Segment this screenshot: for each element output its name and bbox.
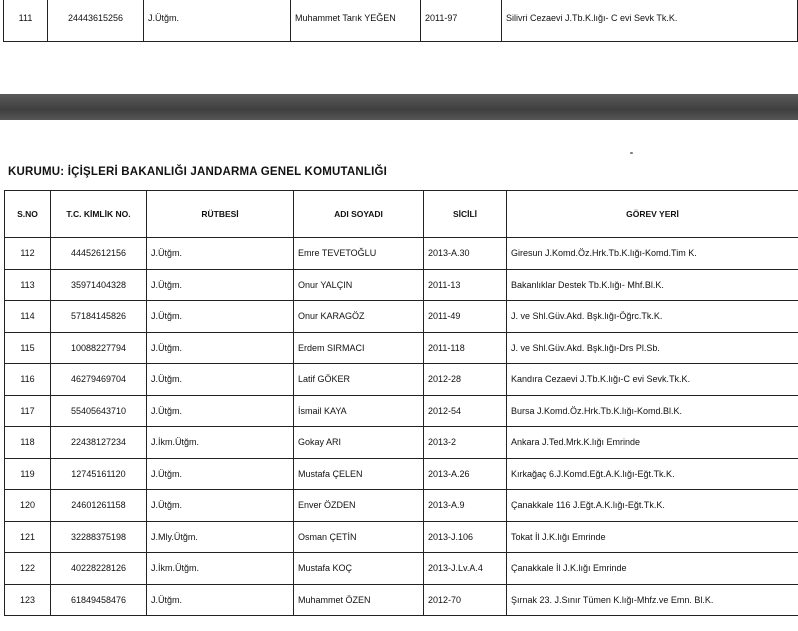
cell-duty: J. ve Shl.Güv.Akd. Bşk.lığı-Öğrc.Tk.K. (507, 301, 798, 333)
cell-rank: J.Ütğm. (147, 332, 294, 364)
cell-registry: 2013-A.9 (424, 490, 507, 522)
table-row (5, 490, 798, 522)
cell-duty: J. ve Shl.Güv.Akd. Bşk.lığı-Drs Pl.Sb. (507, 332, 798, 364)
cell-no: 117 (5, 395, 51, 427)
cell-rank: J.Ütğm. (147, 238, 294, 270)
cell-tc: 22438127234 (51, 427, 147, 459)
cell-duty: Giresun J.Komd.Öz.Hrk.Tb.K.lığı-Komd.Tim K. (507, 238, 798, 270)
cell-no: 122 (5, 553, 51, 585)
cell-rank: J.Mly.Ütğm. (147, 521, 294, 553)
cell-registry: 2013-J.Lv.A.4 (424, 553, 507, 585)
table-row (4, 0, 798, 42)
header-rank: RÜTBESİ (147, 191, 294, 238)
institution-heading (8, 166, 387, 178)
cell-rank: J.Ütğm. (147, 490, 294, 522)
cell-name: Enver ÖZDEN (294, 490, 424, 522)
table-row (5, 584, 798, 616)
cell-no: 114 (5, 301, 51, 333)
cell-no: 123 (5, 584, 51, 616)
cell-tc: 40228228126 (51, 553, 147, 585)
header-name: ADI SOYADI (294, 191, 424, 238)
table-row (5, 269, 798, 301)
header-tc: T.C. KİMLİK NO. (51, 191, 147, 238)
personnel-table (4, 190, 798, 616)
cell-tc: 46279469704 (51, 364, 147, 396)
cell-name: Mustafa KOÇ (294, 553, 424, 585)
cell-registry: 2012-70 (424, 584, 507, 616)
cell-registry: 2011-118 (424, 332, 507, 364)
header-no: S.NO (5, 191, 51, 238)
header-duty: GÖREV YERİ (507, 191, 798, 238)
cell-tc: 32288375198 (51, 521, 147, 553)
table-row (5, 395, 798, 427)
cell-registry: 2013-A.30 (424, 238, 507, 270)
cell-duty: Bakanlıklar Destek Tb.K.lığı- Mhf.Bl.K. (507, 269, 798, 301)
cell-tc: 44452612156 (51, 238, 147, 270)
table-row (5, 553, 798, 585)
cell-duty: Çanakkale 116 J.Eğt.A.K.lığı-Eğt.Tk.K. (507, 490, 798, 522)
cell-duty: Tokat İl J.K.lığı Emrinde (507, 521, 798, 553)
cell-registry: 2011-13 (424, 269, 507, 301)
cell-no: 113 (5, 269, 51, 301)
cell-no: 116 (5, 364, 51, 396)
cell-name: İsmail KAYA (294, 395, 424, 427)
table-row (5, 458, 798, 490)
table-row (5, 332, 798, 364)
cell-name: Muhammet ÖZEN (294, 584, 424, 616)
institution-name: İÇİŞLERİ BAKANLIĞI JANDARMA GENEL KOMUTANLIĞI (67, 166, 388, 178)
cell-registry: 2011-97 (421, 0, 502, 42)
cell-tc: 12745161120 (51, 458, 147, 490)
cell-no: 118 (5, 427, 51, 459)
cell-name: Mustafa ÇELEN (294, 458, 424, 490)
cell-tc: 24601261158 (51, 490, 147, 522)
cell-tc: 61849458476 (51, 584, 147, 616)
cell-duty: Çanakkale İl J.K.lığı Emrinde (507, 553, 798, 585)
cell-no: 119 (5, 458, 51, 490)
cell-duty: Bursa J.Komd.Öz.Hrk.Tb.K.lığı-Komd.Bl.K. (507, 395, 798, 427)
cell-no: 120 (5, 490, 51, 522)
cell-rank: J.İkm.Ütğm. (147, 553, 294, 585)
institution-label: KURUMU: (8, 166, 65, 178)
cell-tc: 10088227794 (51, 332, 147, 364)
cell-tc: 55405643710 (51, 395, 147, 427)
page-separator (0, 94, 798, 120)
cell-no: 115 (5, 332, 51, 364)
cell-rank: J.Ütğm. (147, 364, 294, 396)
cell-duty: Kırkağaç 6.J.Komd.Eğt.A.K.lığı-Eğt.Tk.K. (507, 458, 798, 490)
cell-rank: J.Ütğm. (144, 0, 291, 42)
cell-name: Onur YALÇIN (294, 269, 424, 301)
table-row (5, 364, 798, 396)
cell-duty: Şırnak 23. J.Sınır Tümen K.lığı-Mhfz.ve Emn. Bl.K. (507, 584, 798, 616)
cell-tc: 24443615256 (48, 0, 144, 42)
cell-no: 121 (5, 521, 51, 553)
cell-duty: Silivri Cezaevi J.Tb.K.lığı- C evi Sevk Tk.K. (502, 0, 798, 42)
cell-tc: 35971404328 (51, 269, 147, 301)
cell-rank: J.Ütğm. (147, 301, 294, 333)
cell-name: Emre TEVETOĞLU (294, 238, 424, 270)
cell-registry: 2012-54 (424, 395, 507, 427)
cell-tc: 57184145826 (51, 301, 147, 333)
cell-duty: Ankara J.Ted.Mrk.K.lığı Emrinde (507, 427, 798, 459)
cell-no: 111 (4, 0, 48, 42)
cell-name: Erdem SIRMACI (294, 332, 424, 364)
table-header-row (5, 191, 798, 238)
cell-name: Onur KARAGÖZ (294, 301, 424, 333)
cell-rank: J.İkm.Ütğm. (147, 427, 294, 459)
cell-registry: 2013-J.106 (424, 521, 507, 553)
cell-rank: J.Ütğm. (147, 584, 294, 616)
cell-duty: Kandıra Cezaevi J.Tb.K.lığı-C evi Sevk.Tk.K. (507, 364, 798, 396)
cell-registry: 2013-A.26 (424, 458, 507, 490)
cell-name: Osman ÇETİN (294, 521, 424, 553)
cell-registry: 2013-2 (424, 427, 507, 459)
table-row (5, 238, 798, 270)
cell-no: 112 (5, 238, 51, 270)
table-row (5, 427, 798, 459)
cell-rank: J.Ütğm. (147, 458, 294, 490)
cell-name: Muhammet Tarık YEĞEN (291, 0, 421, 42)
cell-registry: 2012-28 (424, 364, 507, 396)
cell-name: Latif GÖKER (294, 364, 424, 396)
cell-name: Gokay ARI (294, 427, 424, 459)
cell-rank: J.Ütğm. (147, 395, 294, 427)
header-registry: SİCİLİ (424, 191, 507, 238)
previous-page-table (3, 0, 798, 42)
cell-rank: J.Ütğm. (147, 269, 294, 301)
table-row (5, 301, 798, 333)
cell-registry: 2011-49 (424, 301, 507, 333)
scan-speck (630, 152, 633, 154)
table-row (5, 521, 798, 553)
